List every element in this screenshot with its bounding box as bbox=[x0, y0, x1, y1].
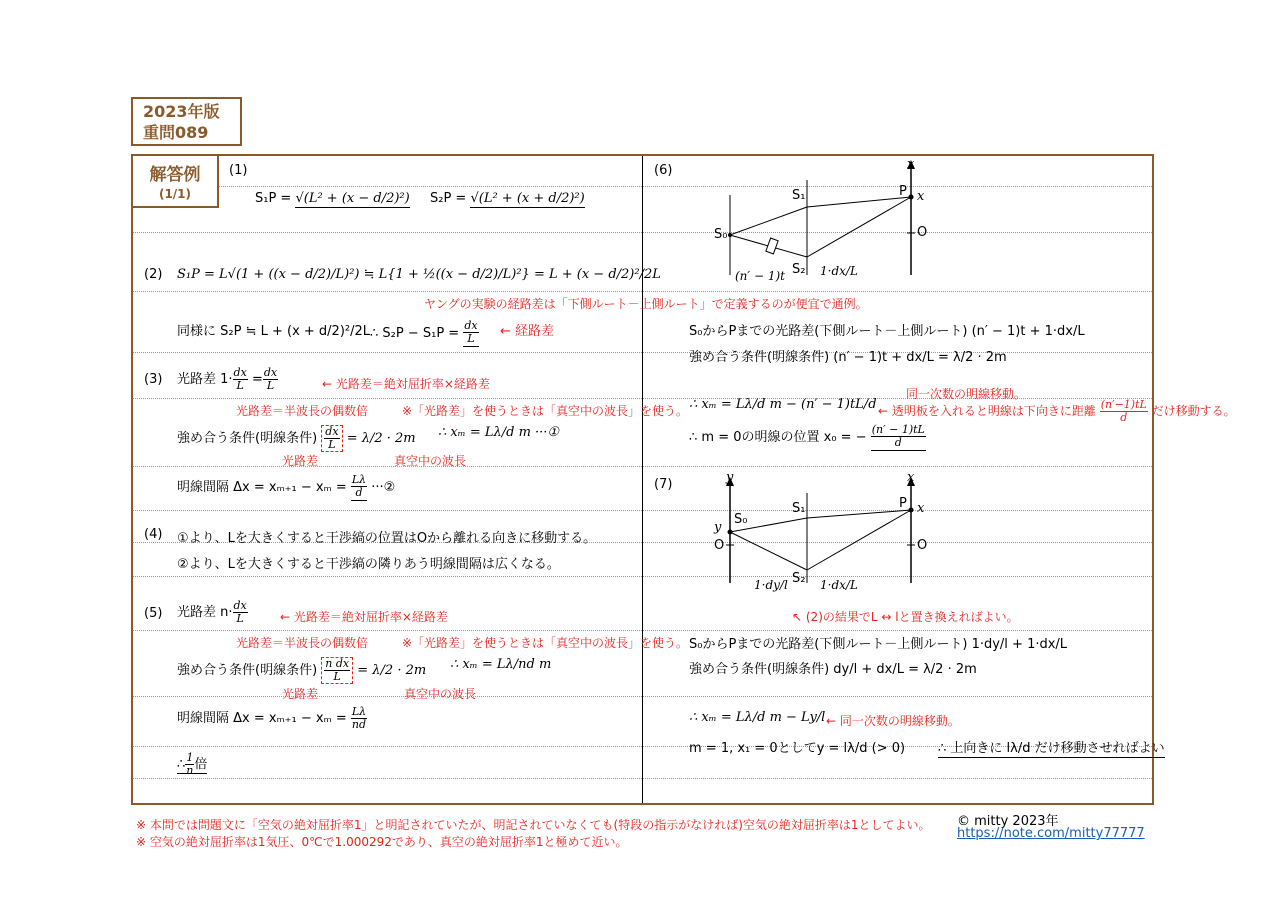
q7-y: y bbox=[714, 520, 722, 535]
q6-s0: S₀ bbox=[714, 227, 728, 242]
q3-note2: 光路差＝半波長の偶数倍 bbox=[236, 404, 369, 418]
q2-line2b bbox=[370, 320, 479, 347]
q6-note2: ← 透明板を入れると明線は下向きに距離 $\frac{(n'-1)tL}{d}$ だけ移動する。 bbox=[878, 398, 1236, 424]
q4-line2: ②より、Lを大きくすると干渉縞の隣りあう明線間隔は広くなる。 bbox=[177, 557, 560, 572]
author-link[interactable]: https://note.com/mitty77777 bbox=[957, 826, 1145, 841]
q7-note-replace: ↖ (2)の結果でL ↔ lと置き換えればよい。 bbox=[792, 610, 1019, 624]
q7-answer: ∴ 上向きに lλ/d だけ移動させればよい bbox=[938, 737, 1165, 758]
q2-result-note: ← 経路差 bbox=[500, 324, 555, 339]
q2-line1: S₁P = L√(1 + ((x − d/2)/L)²) ≒ L{1 + ½((x − d/2)/L)²} = L + (x − d/2)²/2L bbox=[177, 267, 661, 282]
q6-s1: S₁ bbox=[792, 188, 806, 203]
q6-line3: ∴ xₘ = Lλ/d m − (n′ − 1)tL/d bbox=[689, 397, 877, 412]
q7-y-axis: y bbox=[726, 470, 734, 485]
q6-o: O bbox=[917, 225, 928, 240]
q3-number: (3) bbox=[144, 372, 163, 387]
q6-number: (6) bbox=[654, 163, 673, 178]
q6-p: P bbox=[899, 184, 907, 199]
q3-line1: 光路差 1· $\frac{dx}{L}$ = $\frac{dx}{L}$ bbox=[177, 366, 278, 392]
q3-label-path: 光路差 bbox=[282, 454, 319, 468]
q7-number: (7) bbox=[654, 477, 673, 492]
q6-s2: S₂ bbox=[792, 262, 806, 277]
q1-s2p bbox=[430, 191, 585, 206]
q5-label-wave: 真空中の波長 bbox=[404, 687, 477, 701]
q7-line3: ∴ xₘ = Lλ/d m − Ly/l bbox=[689, 710, 826, 725]
q4-line1: ①より、Lを大きくすると干渉縞の位置はOから離れる向きに移動する。 bbox=[177, 531, 597, 546]
q7-p: P bbox=[899, 496, 907, 511]
q5-number: (5) bbox=[144, 606, 163, 621]
footer-note1: ※ 本問では問題文に「空気の絶対屈折率1」と明記されていたが、明記されていなくても(特段の指示がなければ)空気の絶対屈折率は1としてよい。 bbox=[136, 818, 931, 832]
q7-dy-label: 1·dy/l bbox=[754, 578, 788, 592]
q7-line1: S₀からPまでの光路差(下側ルート－上側ルート) 1·dy/l + 1·dx/L bbox=[689, 637, 1068, 652]
column-divider bbox=[642, 156, 643, 803]
q5-line1: 光路差 n· $\frac{dx}{L}$ bbox=[177, 599, 247, 625]
q2-result: $\frac{dx}{L}$ bbox=[464, 319, 478, 345]
answer-label-box bbox=[131, 154, 219, 208]
q7-line4: m = 1, x₁ = 0としてy = lλ/d (> 0) bbox=[689, 741, 906, 756]
q4-number: (4) bbox=[144, 527, 163, 542]
q7-s0: S₀ bbox=[734, 512, 748, 527]
q5-condition: 強め合う条件(明線条件) $\frac{\text{n dx}}{L}$ = λ/2 · 2m bbox=[177, 657, 427, 683]
q1-s2p-label: S₂P = bbox=[430, 191, 467, 206]
q7-o-left: O bbox=[714, 538, 725, 553]
q3-condition-result: ∴ xₘ = Lλ/d m ···① bbox=[438, 425, 560, 440]
answer-page: (1/1) bbox=[158, 187, 192, 201]
q7-note-same: ← 同一次数の明線移動。 bbox=[826, 714, 960, 728]
q6-x-axis: x bbox=[907, 157, 915, 172]
q3-condition: 強め合う条件(明線条件) $\frac{dx}{L}$ = λ/2 · 2m bbox=[177, 425, 416, 451]
q1-s1p-label: S₁P = bbox=[255, 191, 292, 206]
header-box bbox=[131, 97, 242, 146]
q7-s1: S₁ bbox=[792, 501, 806, 516]
q7-x-axis: x bbox=[907, 470, 915, 485]
q6-line4: ∴ m = 0の明線の位置 x₀ = − $\frac{(n' - 1)tL}{d}$ bbox=[689, 423, 925, 449]
q5-spacing: 明線間隔 Δx = xₘ₊₁ − xₘ = $\frac{L\lambda}{nd}$ bbox=[177, 705, 367, 731]
q2-line2a: 同様に S₂P ≒ L + (x + d/2)²/2L bbox=[177, 324, 371, 339]
year-label: 2023年版 bbox=[143, 102, 220, 121]
q7-x: x bbox=[917, 501, 925, 516]
problem-label: 重問089 bbox=[143, 123, 209, 142]
answer-title: 解答例 bbox=[149, 165, 201, 185]
q6-x: x bbox=[917, 189, 925, 204]
q1-s2p-expr: √(L² + (x + d/2)²) bbox=[470, 191, 585, 206]
q5-label-path: 光路差 bbox=[282, 687, 319, 701]
copyright: © mitty 2023年 bbox=[957, 814, 1059, 829]
q1-s1p bbox=[255, 191, 410, 206]
q7-dx-label: 1·dx/L bbox=[820, 578, 858, 592]
q2-number: (2) bbox=[144, 267, 163, 282]
q5-answer: ∴ $\frac{1}{n}$ 倍 bbox=[177, 751, 208, 777]
q1-s1p-expr: √(L² + (x − d/2)²) bbox=[295, 191, 410, 206]
q3-spacing: 明線間隔 Δx = xₘ₊₁ − xₘ = $\frac{L\lambda}{d}$ ···② bbox=[177, 473, 396, 499]
q6-line2: 強め合う条件(明線条件) (n′ − 1)t + dx/L = λ/2 · 2m bbox=[689, 350, 1007, 365]
q2-diff-label: ∴ S₂P − S₁P = bbox=[370, 326, 460, 341]
q7-s2: S₂ bbox=[792, 571, 806, 586]
q5-note2: 光路差＝半波長の偶数倍 bbox=[236, 636, 369, 650]
q3-label-wave: 真空中の波長 bbox=[394, 454, 467, 468]
q7-line2: 強め合う条件(明線条件) dy/l + dx/L = λ/2 · 2m bbox=[689, 662, 977, 677]
q7-o: O bbox=[917, 538, 928, 553]
q6-line1: S₀からPまでの光路差(下側ルート－上側ルート) (n′ − 1)t + 1·dx/L bbox=[689, 324, 1085, 339]
q6-t-label: (n′ − 1)t bbox=[735, 269, 785, 283]
q5-note1: ← 光路差＝絶対屈折率×経路差 bbox=[280, 610, 448, 624]
q5-note3: ※「光路差」を使うときは「真空中の波長」を使う。 bbox=[402, 636, 689, 650]
q6-dx-label: 1·dx/L bbox=[820, 264, 858, 278]
q2-note: ヤングの実験の経路差は「下側ルート－上側ルート」で定義するのが便宜で通例。 bbox=[424, 297, 868, 311]
q7-diagram bbox=[700, 468, 940, 593]
q6-note1: 同一次数の明線移動。 bbox=[906, 387, 1027, 401]
q3-note3: ※「光路差」を使うときは「真空中の波長」を使う。 bbox=[402, 404, 689, 418]
q5-condition-result: ∴ xₘ = Lλ/nd m bbox=[450, 657, 552, 672]
q1-number: (1) bbox=[229, 163, 248, 178]
footer-note2: ※ 空気の絶対屈折率は1気圧、0℃で1.000292であり、真空の絶対屈折率1と極めて近い。 bbox=[136, 835, 628, 849]
q3-note1: ← 光路差＝絶対屈折率×経路差 bbox=[322, 377, 490, 391]
